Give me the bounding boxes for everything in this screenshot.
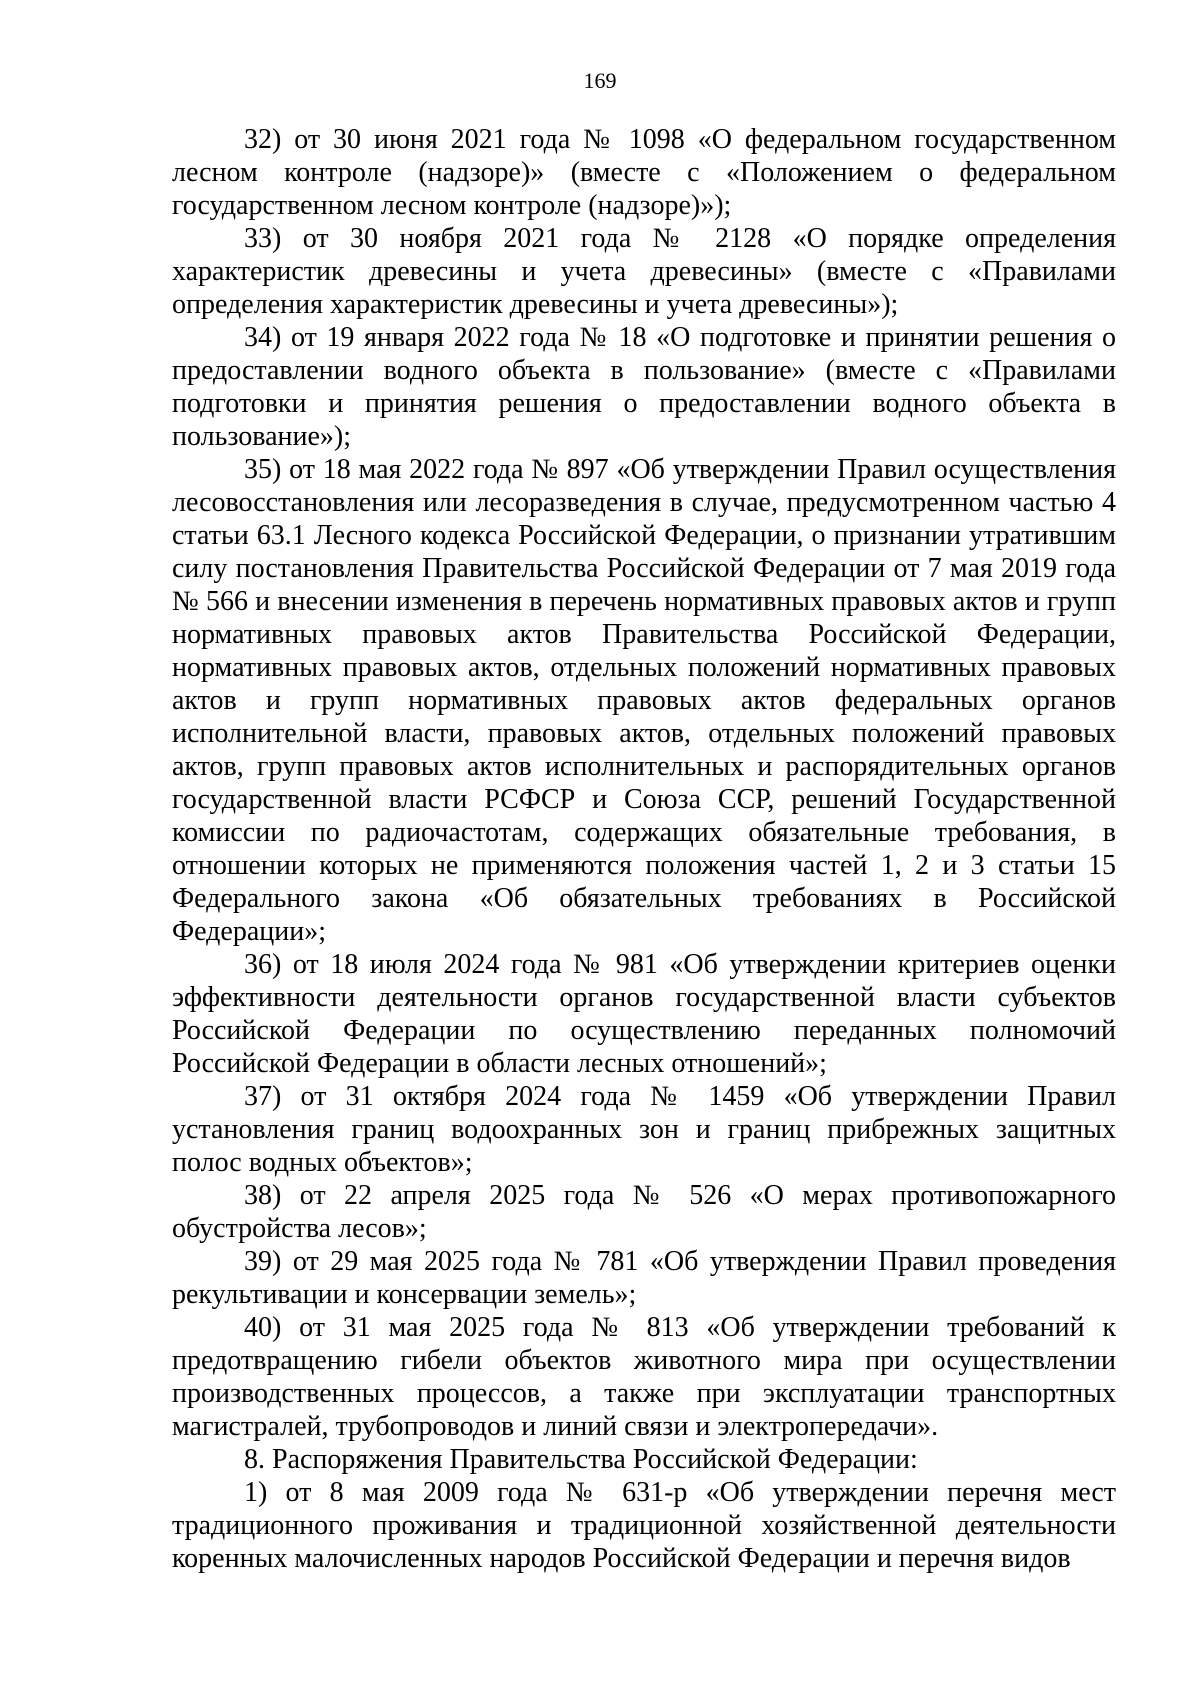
list-item-40: 40) от 31 мая 2025 года № 813 «Об утверждении требований к предотвращению гибели объектов животного мира при осуществлении производственных процессов, а также при эксплуатации транспортных магистралей, трубопроводов и линий связи и электропередачи». <box>172 1312 1116 1442</box>
list-item-33: 33) от 30 ноября 2021 года № 2128 «О порядке определения характеристик древесины и учета древесины» (вместе с «Правилами определения характеристик древесины и учета древесины»); <box>172 223 1116 320</box>
list-item-32: 32) от 30 июня 2021 года № 1098 «О федеральном государственном лесном контроле (надзоре)» (вместе с «Положением о федеральном государственном лесном контроле (надзоре)»); <box>172 124 1116 221</box>
list-item-39: 39) от 29 мая 2025 года № 781 «Об утверждении Правил проведения рекультивации и консервации земель»; <box>172 1246 1116 1310</box>
list-item-37: 37) от 31 октября 2024 года № 1459 «Об утверждении Правил установления границ водоохранных зон и границ прибрежных защитных полос водных объектов»; <box>172 1081 1116 1178</box>
list-item-1: 1) от 8 мая 2009 года № 631-р «Об утверждении перечня мест традиционного проживания и традиционной хозяйственной деятельности коренных малочисленных народов Российской Федерации и перечня видов <box>172 1477 1116 1574</box>
section-heading-8: 8. Распоряжения Правительства Российской Федерации: <box>244 1444 918 1475</box>
list-item-36: 36) от 18 июля 2024 года № 981 «Об утверждении критериев оценки эффективности деятельности органов государственной власти субъектов Российской Федерации по осуществлению переданных полномочий Российской Федерации в области лесных отношений»; <box>172 949 1116 1079</box>
document-body <box>172 123 1116 1575</box>
page-number: 169 <box>583 68 617 93</box>
list-item-38: 38) от 22 апреля 2025 года № 526 «О мерах противопожарного обустройства лесов»; <box>172 1180 1116 1244</box>
list-item-34: 34) от 19 января 2022 года № 18 «О подготовке и принятии решения о предоставлении водного объекта в пользование» (вместе с «Правилами подготовки и принятия решения о предоставлении водного объекта в пользование»); <box>172 322 1116 452</box>
list-item-35: 35) от 18 мая 2022 года № 897 «Об утверждении Правил осуществления лесовосстановления или лесоразведения в случае, предусмотренном частью 4 статьи 63.1 Лесного кодекса Российской Федерации, о признании утратившим силу постановления Правительства Российской Федерации от 7 мая 2019 года № 566 и внесении изменения в перечень нормативных правовых актов и групп нормативных правовых актов Правительства Российской Федерации, нормативных правовых актов, отдельных положений нормативных правовых актов и групп нормативных правовых актов федеральных органов исполнительной власти, правовых актов, отдельных положений правовых актов, групп правовых актов исполнительных и распорядительных органов государственной власти РСФСР и Союза ССР, решений Государственной комиссии по радиочастотам, содержащих обязательные требования, в отношении которых не применяются положения частей 1, 2 и 3 статьи 15 Федерального закона «Об обязательных требованиях в Российской Федерации»; <box>172 454 1116 947</box>
